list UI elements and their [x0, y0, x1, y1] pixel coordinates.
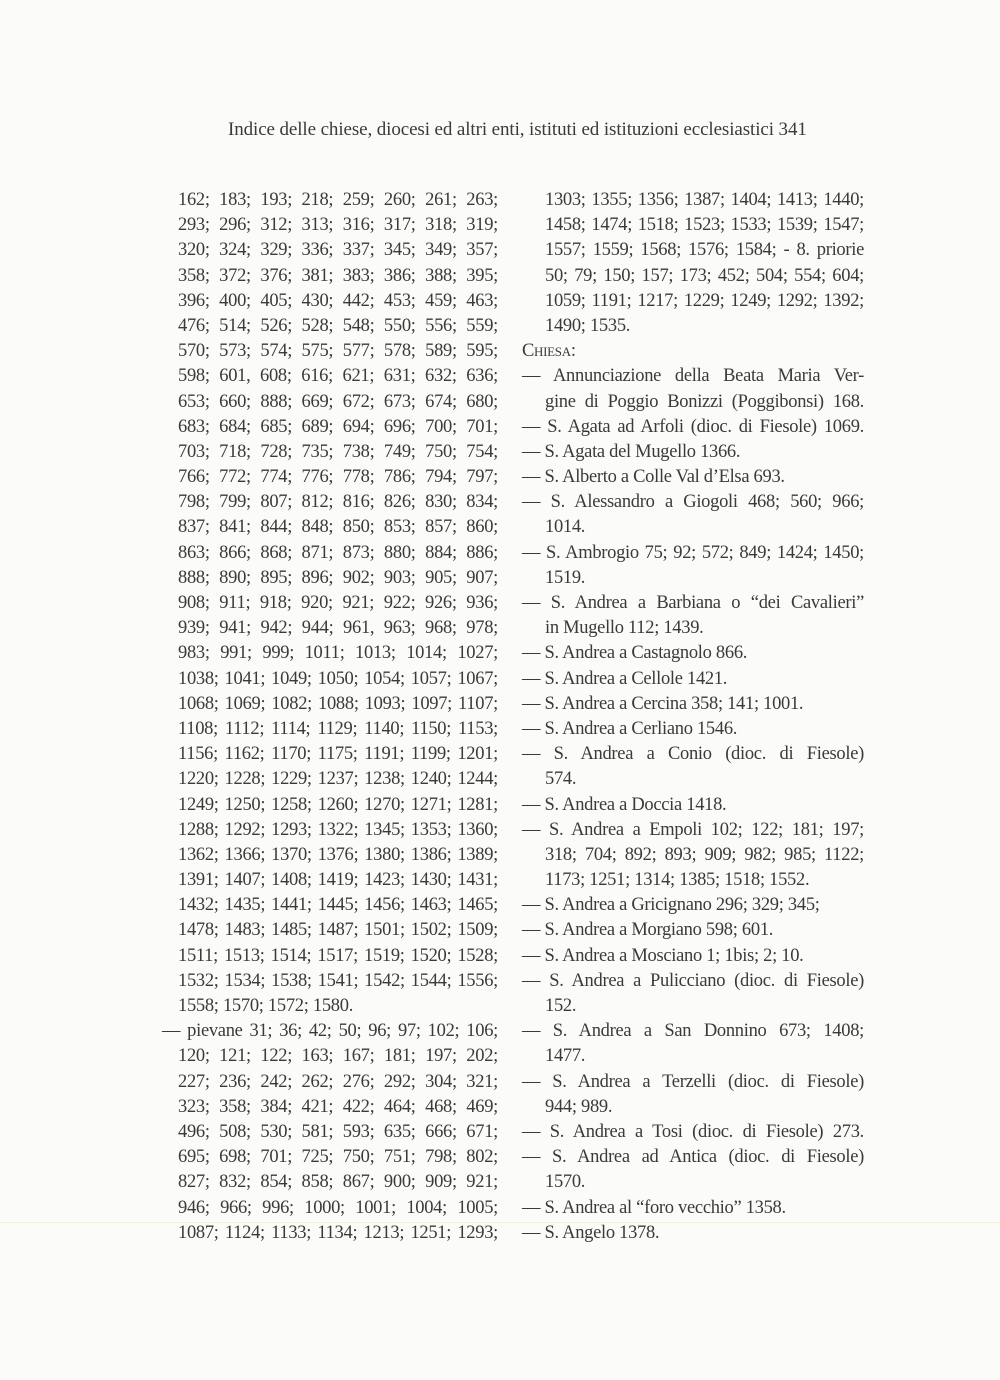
index-continuation-line: 1532; 1534; 1538; 1541; 1542; 1544; 1556;: [178, 970, 498, 991]
index-entry-line: — S. Agata ad Arfoli (dioc. di Fiesole) 1069.: [522, 416, 864, 437]
index-continuation-line: 863; 866; 868; 871; 873; 880; 884; 886;: [178, 542, 498, 563]
index-entry-line: — S. Andrea a Mosciano 1; 1bis; 2; 10.: [522, 945, 804, 966]
index-entry-line: — S. Andrea al “foro vecchio” 1358.: [522, 1197, 786, 1218]
index-continuation-line: 983; 991; 999; 1011; 1013; 1014; 1027;: [178, 643, 498, 664]
index-continuation-line: 1220; 1228; 1229; 1237; 1238; 1240; 1244;: [178, 769, 498, 790]
index-continuation-line: 1108; 1112; 1114; 1129; 1140; 1150; 1153;: [178, 718, 498, 739]
index-entry-line: — pievane 31; 36; 42; 50; 96; 97; 102; 106;: [162, 1021, 498, 1042]
index-continuation-line: 496; 508; 530; 581; 593; 635; 666; 671;: [178, 1121, 498, 1142]
index-entry-line: — Annunciazione della Beata Maria Ver-: [522, 366, 864, 387]
index-continuation-line: 1458; 1474; 1518; 1523; 1533; 1539; 1547;: [545, 215, 864, 236]
index-continuation-line: 888; 890; 895; 896; 902; 903; 905; 907;: [178, 567, 498, 588]
index-continuation-line: 574.: [545, 769, 577, 790]
index-continuation-line: 1059; 1191; 1217; 1229; 1249; 1292; 1392;: [545, 290, 864, 311]
index-continuation-line: 766; 772; 774; 776; 778; 786; 794; 797;: [178, 467, 498, 488]
page-number: 341: [778, 119, 807, 140]
index-continuation-line: 1156; 1162; 1170; 1175; 1191; 1199; 1201;: [178, 744, 498, 765]
index-continuation-line: 1303; 1355; 1356; 1387; 1404; 1413; 1440;: [545, 190, 864, 210]
index-entry-line: — S. Andrea a Morgiano 598; 601.: [522, 920, 774, 941]
index-continuation-line: 939; 941; 942; 944; 961, 963; 968; 978;: [178, 618, 498, 639]
index-continuation-line: 946; 966; 996; 1000; 1001; 1004; 1005;: [178, 1197, 498, 1218]
index-continuation-line: in Mugello 112; 1439.: [545, 618, 704, 639]
index-continuation-line: 1558; 1570; 1572; 1580.: [178, 996, 354, 1016]
index-continuation-line: 1477.: [545, 1046, 586, 1067]
section-heading: Chiesa:: [522, 341, 576, 362]
index-continuation-line: 476; 514; 526; 528; 548; 550; 556; 559;: [178, 315, 498, 336]
index-entry-line: — S. Andrea a Doccia 1418.: [522, 794, 727, 815]
index-entry-line: — S. Angelo 1378.: [522, 1222, 660, 1243]
index-continuation-line: 50; 79; 150; 157; 173; 452; 504; 554; 604;: [545, 265, 864, 286]
index-continuation-line: 908; 911; 918; 920; 921; 922; 926; 936;: [178, 593, 498, 613]
index-continuation-line: 944; 989.: [545, 1096, 613, 1117]
index-continuation-line: 358; 372; 376; 381; 383; 386; 388; 395;: [178, 265, 498, 286]
index-entry-line: — S. Alberto a Colle Val d’Elsa 693.: [522, 467, 785, 488]
index-continuation-line: 798; 799; 807; 812; 816; 826; 830; 834;: [178, 492, 498, 513]
index-continuation-line: 837; 841; 844; 848; 850; 853; 857; 860;: [178, 517, 498, 538]
index-continuation-line: 703; 718; 728; 735; 738; 749; 750; 754;: [178, 441, 498, 462]
index-entry-line: — S. Andrea a San Donnino 673; 1408;: [522, 1021, 864, 1042]
index-continuation-line: 570; 573; 574; 575; 577; 578; 589; 595;: [178, 341, 498, 362]
index-entry-line: — S. Andrea a Conio (dioc. di Fiesole): [522, 744, 864, 765]
index-continuation-line: 1087; 1124; 1133; 1134; 1213; 1251; 1293;: [178, 1222, 498, 1243]
index-continuation-line: 1511; 1513; 1514; 1517; 1519; 1520; 1528;: [178, 945, 498, 966]
index-continuation-line: 318; 704; 892; 893; 909; 982; 985; 1122;: [545, 844, 864, 865]
index-continuation-line: 683; 684; 685; 689; 694; 696; 700; 701;: [178, 416, 498, 437]
index-continuation-line: 1570.: [545, 1172, 586, 1193]
index-entry-line: — S. Andrea a Empoli 102; 122; 181; 197;: [522, 819, 864, 840]
index-continuation-line: 323; 358; 384; 421; 422; 464; 468; 469;: [178, 1096, 498, 1117]
index-continuation-line: 695; 698; 701; 725; 750; 751; 798; 802;: [178, 1147, 498, 1168]
index-continuation-line: 653; 660; 888; 669; 672; 673; 674; 680;: [178, 391, 498, 412]
index-entry-line: — S. Andrea a Tosi (dioc. di Fiesole) 273.: [522, 1121, 864, 1142]
index-column-right: [522, 188, 864, 1246]
index-entry-line: — S. Agata del Mugello 1366.: [522, 441, 741, 462]
index-entry-line: — S. Andrea a Terzelli (dioc. di Fiesole): [522, 1071, 864, 1092]
index-continuation-line: 1432; 1435; 1441; 1445; 1456; 1463; 1465;: [178, 895, 498, 916]
index-continuation-line: 1038; 1041; 1049; 1050; 1054; 1057; 1067;: [178, 668, 498, 689]
index-continuation-line: 120; 121; 122; 163; 167; 181; 197; 202;: [178, 1046, 498, 1067]
index-continuation-line: 1068; 1069; 1082; 1088; 1093; 1097; 1107;: [178, 693, 498, 714]
index-continuation-line: 1519.: [545, 567, 586, 588]
index-continuation-line: 396; 400; 405; 430; 442; 453; 459; 463;: [178, 290, 498, 311]
index-entry-line: — S. Andrea ad Antica (dioc. di Fiesole): [522, 1147, 864, 1168]
index-continuation-line: 293; 296; 312; 313; 316; 317; 318; 319;: [178, 215, 498, 236]
index-continuation-line: 162; 183; 193; 218; 259; 260; 261; 263;: [178, 190, 498, 210]
scan-artifact-line: [0, 1222, 1000, 1223]
index-entry-line: — S. Ambrogio 75; 92; 572; 849; 1424; 1450;: [522, 542, 864, 563]
index-entry-line: — S. Andrea a Pulicciano (dioc. di Fiesole): [522, 970, 864, 991]
index-entry-line: — S. Andrea a Cercina 358; 141; 1001.: [522, 693, 804, 714]
index-entry-line: — S. Alessandro a Giogoli 468; 560; 966;: [522, 492, 864, 513]
running-title: Indice delle chiese, diocesi ed altri enti, istituti ed istituzioni ecclesiastici: [228, 119, 774, 140]
index-entry-line: — S. Andrea a Barbiana o “dei Cavalieri”: [522, 593, 864, 613]
index-continuation-line: 1249; 1250; 1258; 1260; 1270; 1271; 1281;: [178, 794, 498, 815]
running-head: [228, 119, 838, 141]
index-continuation-line: 320; 324; 329; 336; 337; 345; 349; 357;: [178, 240, 498, 261]
index-continuation-line: 152.: [545, 996, 577, 1016]
index-continuation-line: 598; 601, 608; 616; 621; 631; 632; 636;: [178, 366, 498, 387]
index-continuation-line: 1478; 1483; 1485; 1487; 1501; 1502; 1509;: [178, 920, 498, 941]
index-continuation-line: 827; 832; 854; 858; 867; 900; 909; 921;: [178, 1172, 498, 1193]
index-continuation-line: 1557; 1559; 1568; 1576; 1584; - 8. priorie: [545, 240, 864, 261]
index-continuation-line: 1362; 1366; 1370; 1376; 1380; 1386; 1389;: [178, 844, 498, 865]
index-column-left: [162, 188, 498, 1246]
index-entry-line: — S. Andrea a Cellole 1421.: [522, 668, 728, 689]
index-continuation-line: 1014.: [545, 517, 586, 538]
index-continuation-line: 1490; 1535.: [545, 315, 631, 336]
index-continuation-line: 227; 236; 242; 262; 276; 292; 304; 321;: [178, 1071, 498, 1092]
index-continuation-line: 1288; 1292; 1293; 1322; 1345; 1353; 1360;: [178, 819, 498, 840]
index-continuation-line: 1391; 1407; 1408; 1419; 1423; 1430; 1431;: [178, 870, 498, 891]
index-entry-line: — S. Andrea a Cerliano 1546.: [522, 718, 738, 739]
index-entry-line: — S. Andrea a Castagnolo 866.: [522, 643, 748, 664]
index-continuation-line: 1173; 1251; 1314; 1385; 1518; 1552.: [545, 870, 810, 891]
index-entry-line: — S. Andrea a Gricignano 296; 329; 345;: [522, 895, 820, 916]
index-continuation-line: gine di Poggio Bonizzi (Poggibonsi) 168.: [545, 391, 864, 412]
